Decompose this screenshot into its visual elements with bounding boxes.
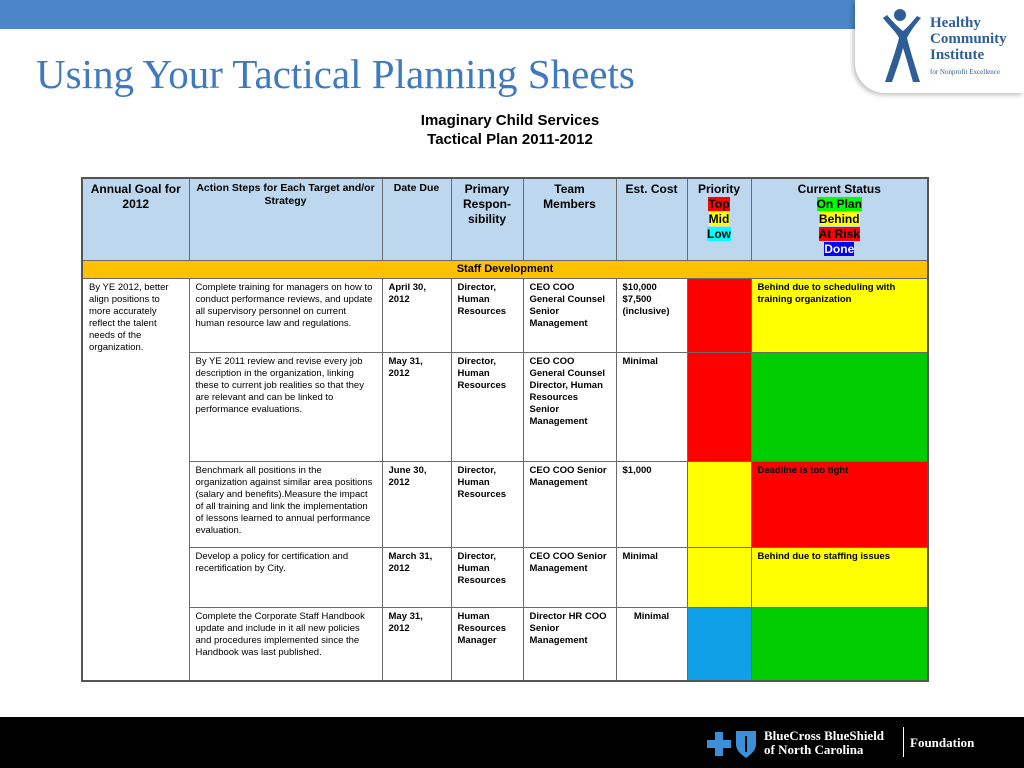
- plan-period: Tactical Plan 2011-2012: [427, 131, 593, 148]
- col-header-primary-responsibility: Primary Respon-sibility: [451, 178, 523, 261]
- date-cell: March 31, 2012: [382, 548, 451, 608]
- date-cell: May 31, 2012: [382, 353, 451, 462]
- status-header-label: Current Status: [797, 182, 881, 196]
- col-header-date-due: Date Due: [382, 178, 451, 261]
- cost-cell: $1,000: [616, 462, 687, 548]
- slide-title: Using Your Tactical Planning Sheets: [36, 51, 635, 97]
- status-cell-on-plan: [751, 353, 928, 462]
- plan-heading: [320, 111, 700, 149]
- action-cell: Complete training for managers on how to conduct performance reviews, and update all supervisory personnel on current human resource law and regulations.: [189, 279, 382, 353]
- hci-wordmark: Healthy Community Institute: [930, 15, 1007, 63]
- hci-tagline: for Nonprofit Excellence: [930, 68, 1000, 76]
- action-cell: Benchmark all positions in the organization against similar area positions (salary and benefits).Measure the impact of all training and link the implementation of lessons learned to annual performance evaluation.: [189, 462, 382, 548]
- priority-cell-mid: [687, 462, 751, 548]
- col-header-priority: [687, 178, 751, 261]
- status-legend-done: Done: [824, 242, 855, 256]
- table-row: [82, 608, 928, 682]
- tactical-plan-table: [81, 177, 929, 682]
- status-legend-on-plan: On Plan: [816, 197, 862, 211]
- action-cell: Complete the Corporate Staff Handbook update and include in it all new policies and procedures implemented since the Handbook was last published.: [189, 608, 382, 682]
- primary-cell: Director, Human Resources: [451, 548, 523, 608]
- status-legend-behind: Behind: [818, 212, 860, 226]
- section-row: [82, 261, 928, 279]
- date-cell: April 30, 2012: [382, 279, 451, 353]
- header-row: [82, 178, 928, 261]
- team-cell: CEO COO Senior Management: [523, 548, 616, 608]
- team-cell: Director HR COO Senior Management: [523, 608, 616, 682]
- priority-cell-top: [687, 353, 751, 462]
- cost-cell: Minimal: [616, 608, 687, 682]
- priority-cell-mid: [687, 548, 751, 608]
- status-cell-at-risk: Deadline is too tight: [751, 462, 928, 548]
- action-cell: Develop a policy for certification and recertification by City.: [189, 548, 382, 608]
- team-cell: CEO COO General Counsel Senior Management: [523, 279, 616, 353]
- status-cell-on-plan: [751, 608, 928, 682]
- status-cell-behind: Behind due to scheduling with training organization: [751, 279, 928, 353]
- col-header-current-status: [751, 178, 928, 261]
- cost-cell: Minimal: [616, 548, 687, 608]
- priority-legend-mid: Mid: [708, 212, 730, 226]
- cost-cell: $10,000 $7,500 (inclusive): [616, 279, 687, 353]
- cost-cell: Minimal: [616, 353, 687, 462]
- col-header-est-cost: Est. Cost: [616, 178, 687, 261]
- primary-cell: Director, Human Resources: [451, 353, 523, 462]
- priority-cell-low: [687, 608, 751, 682]
- table-row: [82, 279, 928, 353]
- status-cell-behind: Behind due to staffing issues: [751, 548, 928, 608]
- status-legend-at-risk: At Risk: [818, 227, 860, 241]
- priority-legend-low: Low: [707, 227, 731, 241]
- blue-shield-icon: [734, 729, 758, 759]
- primary-cell: Director, Human Resources: [451, 279, 523, 353]
- col-header-team-members: Team Members: [523, 178, 616, 261]
- table-row: [82, 462, 928, 548]
- team-cell: CEO COO Senior Management: [523, 462, 616, 548]
- team-cell: CEO COO General Counsel Director, Human Resources Senior Management: [523, 353, 616, 462]
- running-figure-icon: [879, 6, 923, 88]
- priority-header-label: Priority: [697, 182, 740, 196]
- footer-divider: [903, 727, 904, 757]
- primary-cell: Director, Human Resources: [451, 462, 523, 548]
- date-cell: May 31, 2012: [382, 608, 451, 682]
- plan-org-name: Imaginary Child Services: [420, 112, 600, 129]
- action-cell: By YE 2011 review and revise every job description in the organization, linking these to current job realities so that they are relevant and can be linked to performance evaluations.: [189, 353, 382, 462]
- table-row: [82, 353, 928, 462]
- col-header-annual-goal: Annual Goal for 2012: [82, 178, 189, 261]
- priority-cell-top: [687, 279, 751, 353]
- blue-cross-icon: [706, 731, 732, 757]
- date-cell: June 30, 2012: [382, 462, 451, 548]
- annual-goal-cell: By YE 2012, better align positions to more accurately reflect the talent needs of the organization.: [82, 279, 189, 682]
- priority-legend-top: Top: [708, 197, 730, 211]
- primary-cell: Human Resources Manager: [451, 608, 523, 682]
- col-header-action-steps: Action Steps for Each Target and/or Strategy: [189, 178, 382, 261]
- hci-logo: [855, 0, 1024, 93]
- bcbs-wordmark: BlueCross BlueShield of North Carolina: [764, 728, 885, 757]
- section-label: Staff Development: [82, 261, 928, 279]
- foundation-label: Foundation: [910, 735, 975, 750]
- table-row: [82, 548, 928, 608]
